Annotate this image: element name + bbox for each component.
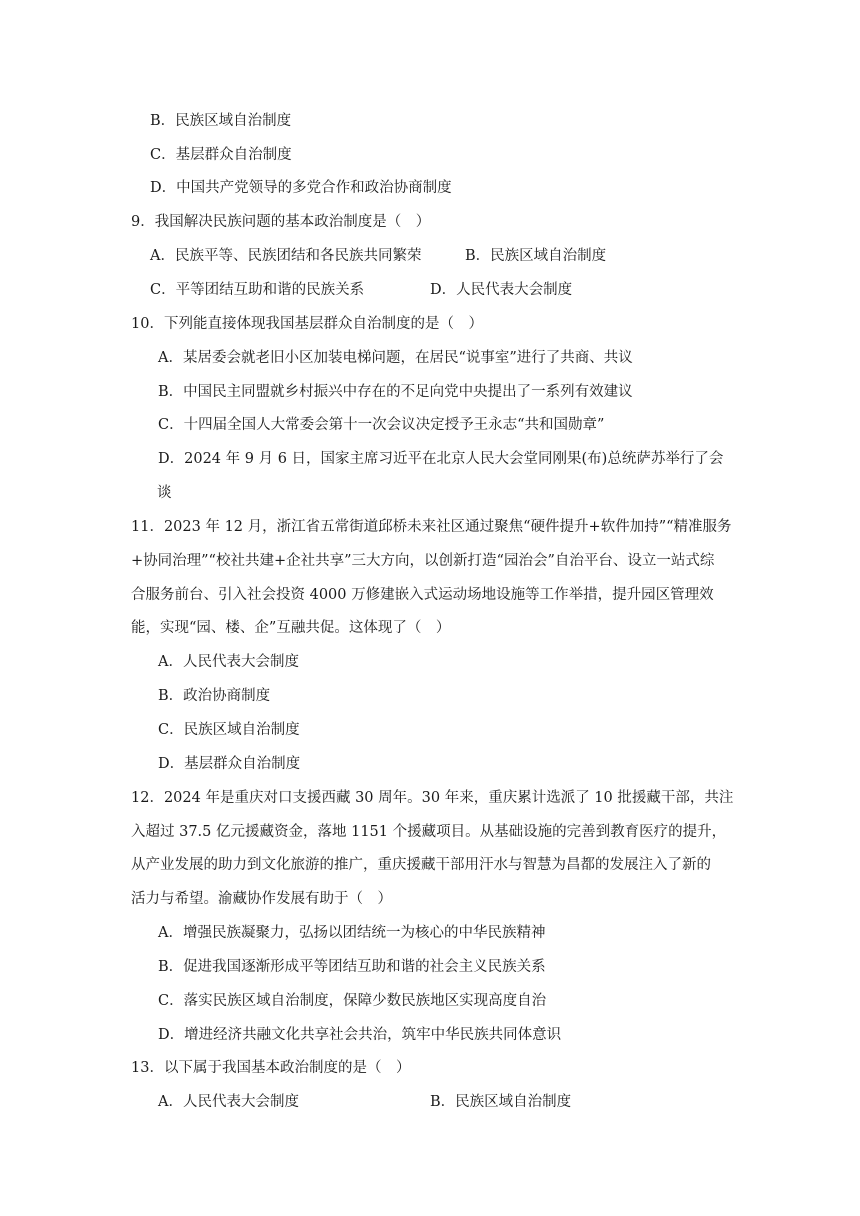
q11-stem-line-2: +协同治理”“校社共建+企社共享”三大方向，以创新打造“园治会”自治平台、设立一站式综 [131, 553, 715, 569]
q13-option-b: B．民族区域自治制度 [430, 1094, 572, 1110]
q11-option-a: A．人民代表大会制度 [158, 654, 299, 670]
q9-option-b: B．民族区域自治制度 [465, 248, 607, 264]
q8-option-b: B．民族区域自治制度 [150, 113, 292, 129]
q13-option-a: A．人民代表大会制度 [158, 1094, 299, 1110]
q9-stem: 9．我国解决民族问题的基本政治制度是（ ） [131, 214, 431, 230]
q12-option-b: B．促进我国逐渐形成平等团结互助和谐的社会主义民族关系 [158, 959, 546, 975]
q9-option-d: D．人民代表大会制度 [430, 282, 573, 298]
q13-stem: 13．以下属于我国基本政治制度的是（ ） [131, 1060, 411, 1076]
q12-stem-line-3: 从产业发展的助力到文化旅游的推广，重庆援藏干部用汗水与智慧为昌都的发展注入了新的 [131, 857, 711, 873]
q12-stem-line-4: 活力与希望。渝藏协作发展有助于（ ） [131, 891, 392, 907]
q10-stem: 10．下列能直接体现我国基层群众自治制度的是（ ） [131, 316, 483, 332]
q10-option-d: D．2024 年 9 月 6 日，国家主席习近平在北京人民大会堂同刚果(布)总统萨苏举行了会 [158, 451, 724, 467]
q12-option-a: A．增强民族凝聚力，弘扬以团结统一为核心的中华民族精神 [158, 925, 546, 941]
q11-option-c: C．民族区域自治制度 [158, 722, 300, 738]
q12-option-c: C．落实民族区域自治制度，保障少数民族地区实现高度自治 [158, 993, 547, 1009]
q9-option-a: A．民族平等、民族团结和各民族共同繁荣 [150, 248, 422, 264]
q11-stem-line-3: 合服务前台、引入社会投资 4000 万修建嵌入式运动场地设施等工作举措，提升园区管理效 [131, 587, 714, 603]
q8-option-d: D．中国共产党领导的多党合作和政治协商制度 [150, 180, 452, 196]
q11-option-d: D．基层群众自治制度 [158, 756, 301, 772]
q10-option-d-continued: 谈 [157, 485, 172, 501]
q12-stem-line-2: 入超过 37.5 亿元援藏资金，落地 1151 个援藏项目。从基础设施的完善到教育医疗的提升， [131, 824, 727, 840]
q10-option-c: C．十四届全国人大常委会第十一次会议决定授予王永志“共和国勋章” [158, 417, 605, 433]
q9-option-c: C．平等团结互助和谐的民族关系 [150, 282, 365, 298]
q12-option-d: D．增进经济共融文化共享社会共治，筑牢中华民族共同体意识 [158, 1027, 562, 1043]
q8-option-c: C．基层群众自治制度 [150, 147, 292, 163]
q12-stem-line-1: 12．2024 年是重庆对口支援西藏 30 周年。30 年来，重庆累计选派了 10 批援藏干部，共注 [131, 790, 734, 806]
q11-stem-line-1: 11．2023 年 12 月，浙江省五常街道邱桥未来社区通过聚焦“硬件提升+软件加持”“精准服务 [131, 519, 732, 535]
q10-option-a: A．某居委会就老旧小区加装电梯问题，在居民“说事室”进行了共商、共议 [158, 350, 633, 366]
q11-option-b: B．政治协商制度 [158, 688, 271, 704]
q10-option-b: B．中国民主同盟就乡村振兴中存在的不足向党中央提出了一系列有效建议 [158, 384, 633, 400]
q11-stem-line-4: 能，实现“园、楼、企”互融共促。这体现了（ ） [131, 620, 451, 636]
